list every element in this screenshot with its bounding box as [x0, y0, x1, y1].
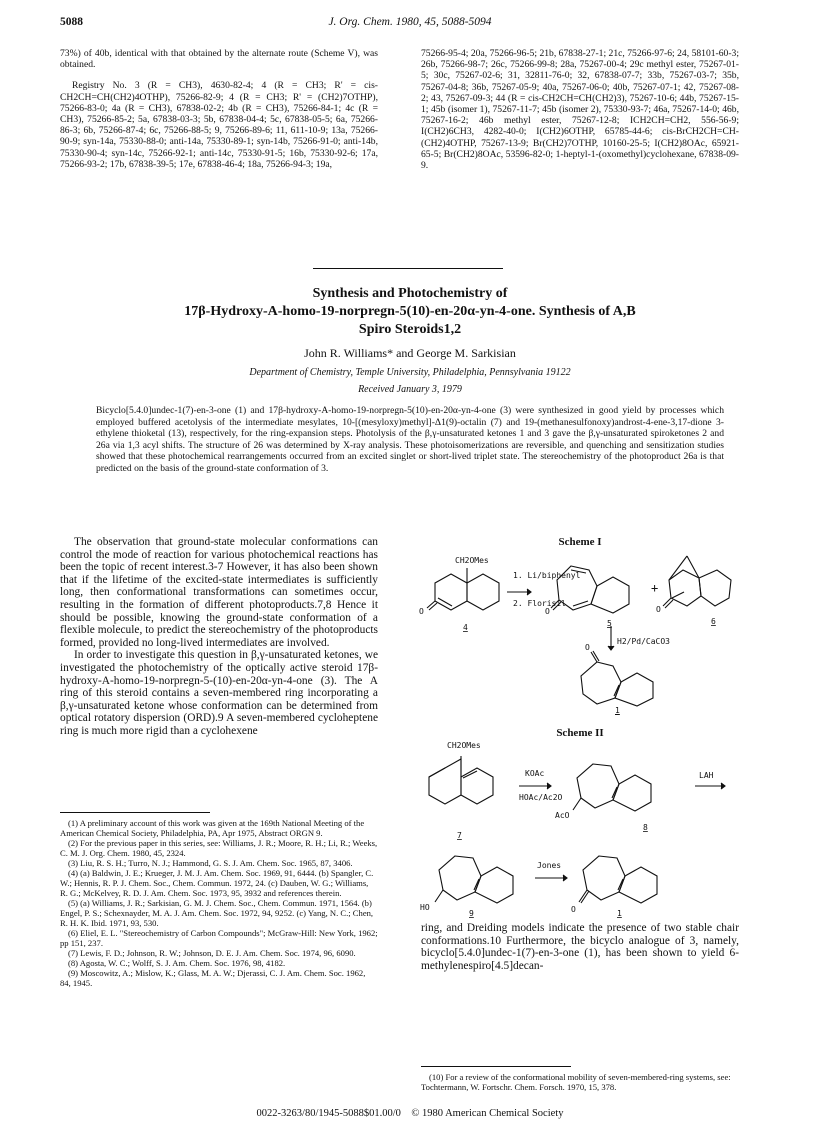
abstract: Bicyclo[5.4.0]undec-1(7)-en-3-one (1) and 17β-hydroxy-A-homo-19-norpregn-5(10)-en-20α-yn-4-one (3) were synthesized in good yield by processes which employed buffered acetolysis of the intermediate mesylates, 10-[(mesyloxy)methyl]-Δ1(9)-octalin (7) and 19-(methanesulfonoxy)androst-4-ene-3,17-dione 3-ethylene thioketal (13), respectively, for the ring-expansion steps. Photolysis of the β,γ-unsaturated ketones 1 and 3 gave the β,γ-unsaturated spiroketones 2 and 26a via 1,3 acyl shifts. The structure of 26 was determined by X-ray analysis. These photoisomerizations are reversible, and quenching and sensitization studies showed that these photochemical rearrangements occurred from an excited singlet or short-lived triplet state. The stereochemistry of the photoproduct 26a is that predicted on the basis of the ground-state conformation of 3.: [96, 405, 724, 474]
double-bond-4: [438, 598, 452, 606]
ring-1b: [615, 673, 653, 706]
scheme-1-diagram: [421, 548, 739, 706]
ring-1d: [619, 867, 657, 903]
ring-7b: [461, 768, 493, 804]
acetoxy-label: AcO: [555, 811, 570, 820]
reagent-1: 1. Li/biphenyl: [513, 571, 581, 580]
affiliation: Department of Chemistry, Temple University, Philadelphia, Pennsylvania 19122: [249, 367, 571, 378]
compound-label-1b: 1: [617, 909, 622, 918]
plus-sign: +: [651, 581, 659, 595]
scheme-2-diagram: [421, 738, 739, 916]
title-line-3: Spiro Steroids1,2: [358, 322, 462, 337]
ring-8b: [613, 775, 651, 811]
footnote-rule: [60, 812, 210, 813]
page-number: 5088: [60, 16, 83, 28]
substituent-4: CH2OMes: [455, 556, 489, 565]
footnote-2: (2) For the previous paper in this series, see: Williams, J. R.; Moore, R. H.; Li, R.; Weeks, C. M. J. Org. Chem. 1980, 45, 2324.: [60, 838, 378, 858]
carryover-paragraph: 73%) of 40b, identical with that obtained by the alternate route (Scheme V), was obtained.: [60, 48, 378, 71]
footnotes-left: [60, 818, 378, 988]
reagent-lah: LAH: [699, 771, 714, 780]
ring-5b: [591, 577, 629, 613]
compound-label-7: 7: [457, 831, 462, 840]
oxygen-5: O: [545, 607, 550, 616]
page-footer: [60, 1108, 760, 1119]
compound-label-1: 1: [615, 706, 620, 715]
compound-label-9: 9: [469, 909, 474, 918]
registry-numbers: Registry No. 3 (R = CH3), 4630-82-4; 4 (R = CH3; R' = cis-CH2CH=CH(CH2)4OTHP), 75266-82-9; 4 (R = CH3; R' = (CH2)7OTHP), 75266-83-0; 4a (R = CH3), 67838-02-2; 4b (R = CH3), 75266-84-1; 4c (R = CH3), 75266-85-2; 5a, 67838-03-3; 5b, 67838-04-4; 5c, 67838-05-5; 6a, 75266-86-3; 6b, 75266-87-4; 6c, 75266-88-5; 9, 75266-89-6; 11, 611-10-9; 13a, 75266-90-9; syn-14a, 75330-88-0; anti-14a, 75330-89-1; syn-14b, 75266-91-0; anti-14b, 75330-90-4; syn-14c, 75266-92-1; anti-14c, 75330-91-5; 16b, 75330-92-6; 17a, 75266-93-2; 17b, 67838-39-5; 17e, 67838-46-4; 18a, 75266-94-3; 19a,: [60, 80, 378, 170]
ring-6b: [699, 570, 731, 606]
footnote-6: (6) Eliel, E. L. "Stereochemistry of Carbon Compounds"; McGraw-Hill: New York, 1962; pp 151, 237.: [60, 928, 378, 948]
copyright: © 1980 American Chemical Society: [411, 1108, 564, 1119]
footnote-10: (10) For a review of the conformational mobility of seven-membered-ring systems, see: Tochtermann, W. Fortschr. Chem. Forsch. 1970, 15, 378.: [421, 1072, 731, 1092]
compound-label-5: 5: [607, 619, 612, 628]
article-title: [60, 285, 760, 339]
footnote-rule-right: [421, 1066, 571, 1067]
compound-label-4: 4: [463, 623, 468, 632]
ring-6a: [669, 570, 701, 606]
hydroxy-label: HO: [420, 903, 430, 912]
body-left: [60, 536, 378, 738]
scheme-1-title: Scheme I: [558, 536, 602, 548]
footnote-5: (5) (a) Williams, J. R.; Sarkisian, G. M. J. Chem. Soc., Chem. Commun. 1971, 1564. (b) Engel, P. S.; Schexnayder, M. A. J. Am. Chem. Soc. 1972, 94, 9252. (c) Yang, N. C.; Chen, R. H. K. Ibid. 1971, 93, 530.: [60, 898, 374, 928]
title-line-1: Synthesis and Photochemistry of: [312, 286, 508, 301]
title-line-2: 17β-Hydroxy-A-homo-19-norpregn-5(10)-en-20α-yn-4-one. Synthesis of A,B: [184, 304, 636, 319]
oxygen-4: O: [419, 607, 424, 616]
received-date: Received January 3, 1979: [358, 384, 462, 395]
scheme-2-title: Scheme II: [556, 727, 604, 739]
top-right-column: [421, 48, 739, 171]
footnote-3: (3) Liu, R. S. H.; Turro, N. J.; Hammond, G. S. J. Am. Chem. Soc. 1965, 87, 3406.: [68, 858, 353, 868]
ring-9b: [475, 867, 513, 903]
reagent-jones: Jones: [537, 861, 562, 870]
footnote-9: (9) Moscowitz, A.; Mislow, K.; Glass, M. A. W.; Djerassi, C. J. Am. Chem. Soc. 1962, 84, 1945.: [60, 968, 366, 988]
ring-7a: [429, 759, 461, 804]
journal-citation: J. Org. Chem. 1980, 45, 5088-5094: [328, 16, 492, 28]
oxygen-1: O: [585, 643, 590, 652]
top-left-column: [60, 48, 378, 170]
oxygen-6: O: [656, 605, 661, 614]
body-right: [421, 922, 739, 972]
ring-8a: [577, 764, 619, 808]
substituent-7: CH2OMes: [447, 741, 481, 750]
ring-4b: [467, 574, 499, 610]
reagent-2: 2. Florisil: [513, 599, 566, 608]
footnote-4: (4) (a) Baldwin, J. E.; Krueger, J. M. J. Am. Chem. Soc. 1969, 91, 6444. (b) Spangler, C. W.; Hennis, R. P. J. Chem. Soc., Chem. Commun. 1972, 24. (c) Dauben, W. G.; Williams, R. G.; McKelvey, R. D. J. Am. Chem. Soc. 1973, 95, 3932 and references therein.: [60, 868, 374, 898]
footnote-7: (7) Lewis, F. D.; Johnson, R. W.; Johnson, D. E. J. Am. Chem. Soc. 1974, 96, 6090.: [68, 948, 356, 958]
reagent-hoac: HOAc/Ac2O: [519, 793, 563, 802]
footnote-8: (8) Agosta, W. C.; Wolff, S. J. Am. Chem. Soc. 1976, 98, 4182.: [68, 958, 286, 968]
registry-numbers-continued: 75266-95-4; 20a, 75266-96-5; 21b, 67838-27-1; 21c, 75266-97-6; 24, 58101-60-3; 26b, 75266-98-7; 26c, 75266-99-8; 28a, 75267-00-4; 29c methyl ester, 75267-01-5; 30c, 75267-02-6; 31, 32811-76-0; 32, 67838-07-7; 33b, 75267-03-7; 35b, 75267-04-8; 36b, 75267-05-9; 40a, 75267-06-0; 40b, 75267-07-1; 42, 75267-08-2; 43, 75267-09-3; 44 (R = cis-CH2CH=CH(CH2)3), 75267-10-6; 44b, 75267-15-1; 45b (isomer 1), 75267-11-7; 45b (isomer 2), 75330-93-7; 46a, 75267-14-0; 46b, 75267-16-2; 46b methyl ester, 75267-12-8; ICH2CH=CH2, 556-56-9; I(CH2)6CH3, 4282-40-0; I(CH2)6OTHP, 65785-44-6; cis-BrCH2CH=CH-(CH2)4OTHP, 75267-13-9; Br(CH2)7OTHP, 10160-25-5; I(CH2)8OAc, 65921-65-5; Br(CH2)8OAc, 53596-82-0; 1-heptyl-1-(oxomethyl)cyclohexane, 67838-09-9.: [421, 48, 739, 172]
article-code: 0022-3263/80/1945-5088$01.00/0: [256, 1108, 401, 1119]
body-paragraph-2: In order to investigate this question in β,γ-unsaturated ketones, we investigated the photochemistry of the optically active steroid 17β-hydroxy-A-homo-19-norpregn-5-(10)-en-20α-yn-4-one (3). The A ring of this steroid contains a seven-membered ring incorporating a β,γ-unsaturated ketone whose conformation can be determined from optical rotatory dispersion (ORD).9 A seven-membered cycloheptene ring is much more rigid than a cyclohexene: [60, 649, 378, 737]
reagent-koac: KOAc: [525, 769, 545, 778]
authors: John R. Williams* and George M. Sarkisian: [304, 346, 516, 360]
body-paragraph-1: The observation that ground-state molecular conformations can control the mode of reaction for various photochemical reactions has been the topic of recent interest.3-7 However, it has also been shown that if the lifetime of the excited-state intermediates is sufficiently long, then conformational transformations can sometimes occur, resulting in the formation of different photoproducts.7,8 Hence it should be possible, knowing the ground-state conformation of a flexible molecule, to predict the stereochemistry of the photoproducts formed, provided no long-lived intermediates are involved.: [60, 536, 378, 649]
ring-1c: [583, 856, 625, 900]
section-divider: [313, 268, 503, 269]
oxygen-1b: O: [571, 905, 576, 914]
body-paragraph-right: ring, and Dreiding models indicate the presence of two stable chair conformations.10 Furthermore, the bicyclo analogue of 3, namely, bicyclo[5.4.0]undec-1(7)-en-3-one (1), has been shown to yield 6-methylenespiro[4.5]decan-: [421, 922, 739, 972]
footnote-1: (1) A preliminary account of this work was given at the 169th National Meeting of the American Chemical Society, Philadelphia, PA, Apr 1975, Abstract ORGN 9.: [60, 818, 365, 838]
compound-label-6: 6: [711, 617, 716, 626]
compound-label-8: 8: [643, 823, 648, 832]
footnotes-right: [421, 1072, 739, 1092]
ring-4a: [435, 574, 467, 610]
reagent-3: H2/Pd/CaCO3: [617, 637, 670, 646]
ring-9a: [439, 856, 481, 900]
running-header: [60, 16, 760, 32]
